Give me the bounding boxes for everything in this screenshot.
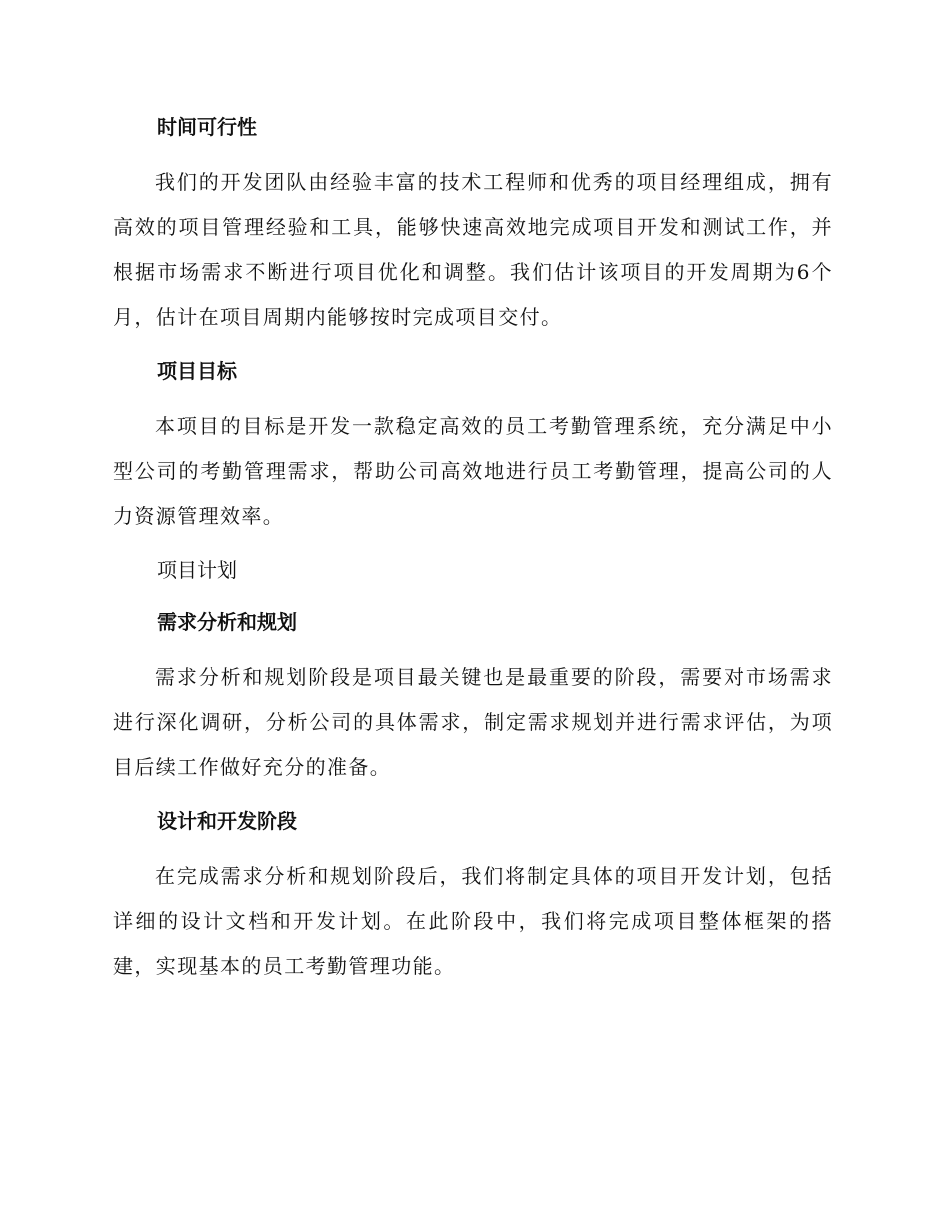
spacer xyxy=(113,146,833,160)
spacer xyxy=(113,790,833,802)
section-heading-project-plan: 项目计划 xyxy=(157,558,237,582)
spacer xyxy=(113,840,833,854)
spacer xyxy=(113,390,833,404)
paragraph-project-goal: 本项目的目标是开发一款稳定高效的员工考勤管理系统，充分满足中小型公司的考勤管理需求，帮助公司高效地进行员工考勤管理，提高公司的人力资源管理效率。 xyxy=(113,414,833,528)
section-heading-time-feasibility: 时间可行性 xyxy=(157,115,257,139)
spacer xyxy=(113,589,833,603)
document-page xyxy=(113,108,833,989)
section-heading-requirements: 需求分析和规划 xyxy=(157,610,297,634)
paragraph-time-feasibility: 我们的开发团队由经验丰富的技术工程师和优秀的项目经理组成，拥有高效的项目管理经验和工具，能够快速高效地完成项目开发和测试工作，并根据市场需求不断进行项目优化和调整。我们估计该项目的开发周期为6个月，估计在项目周期内能够按时完成项目交付。 xyxy=(113,170,833,329)
paragraph-requirements: 需求分析和规划阶段是项目最关键也是最重要的阶段，需要对市场需求进行深化调研，分析公司的具体需求，制定需求规划并进行需求评估，为项目后续工作做好充分的准备。 xyxy=(113,665,833,779)
paragraph-design-dev: 在完成需求分析和规划阶段后，我们将制定具体的项目开发计划，包括详细的设计文档和开发计划。在此阶段中，我们将完成项目整体框架的搭建，实现基本的员工考勤管理功能。 xyxy=(113,864,833,978)
section-heading-design-dev: 设计和开发阶段 xyxy=(157,809,297,833)
section-heading-project-goal: 项目目标 xyxy=(157,359,237,383)
spacer xyxy=(113,539,833,551)
spacer xyxy=(113,340,833,352)
spacer xyxy=(113,641,833,655)
